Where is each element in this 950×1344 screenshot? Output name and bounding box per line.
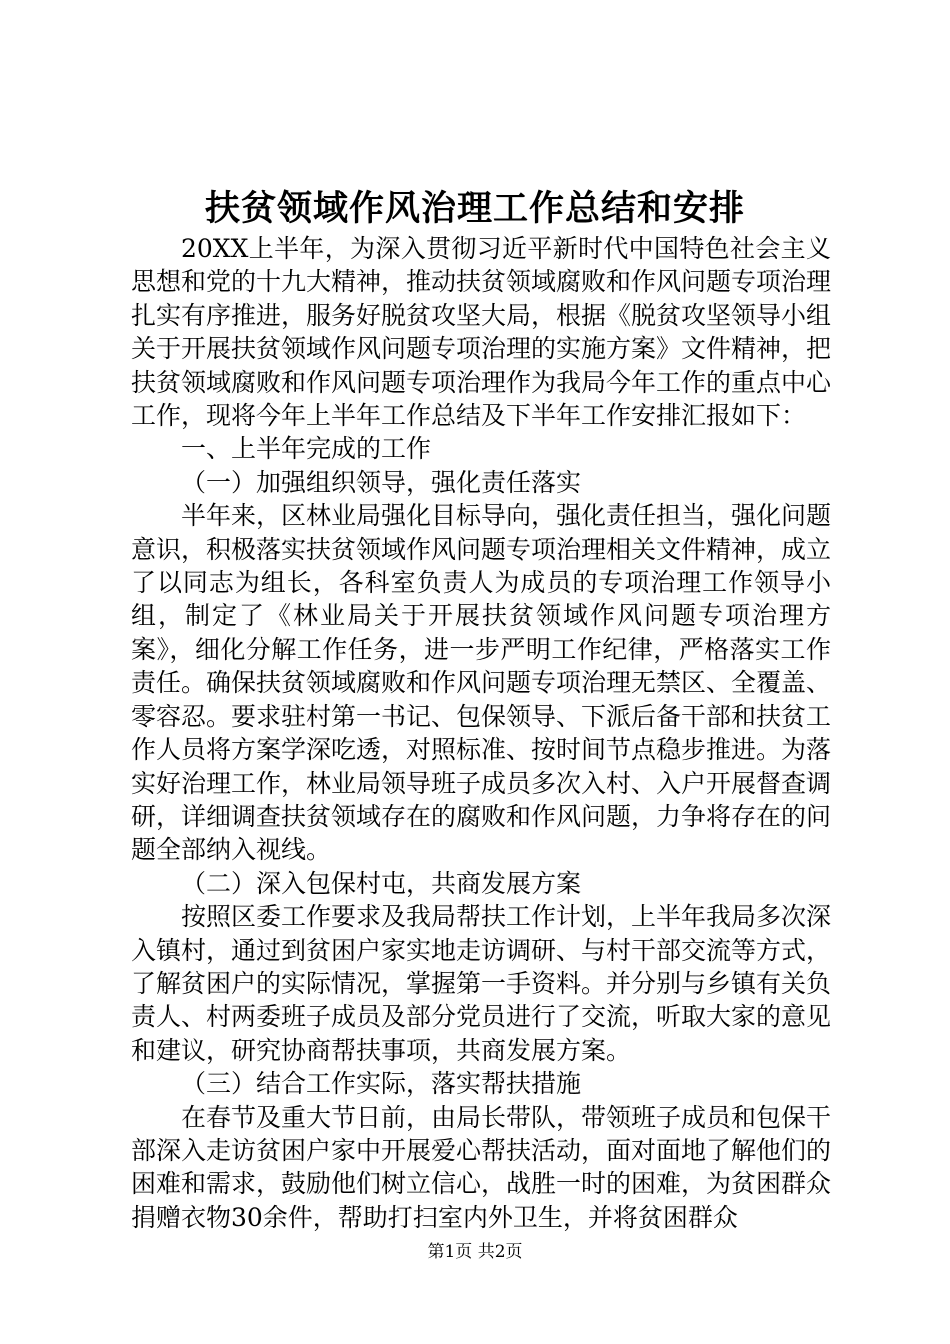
document-body bbox=[131, 232, 831, 1234]
subsection-heading: （一）加强组织领导，强化责任落实 bbox=[181, 467, 582, 497]
body-paragraph: 在春节及重大节日前，由局长带队，带领班子成员和包保干部深入走访贫困户家中开展爱心帮扶活动，面对面地了解他们的困难和需求，鼓励他们树立信心，战胜一时的困难，为贫困群众捐赠衣物30余件，帮助打扫室内外卫生，并将贫困群众 bbox=[131, 1102, 832, 1232]
body-paragraph: 按照区委工作要求及我局帮扶工作计划，上半年我局多次深入镇村，通过到贫困户家实地走访调研、与村干部交流等方式，了解贫困户的实际情况，掌握第一手资料。并分别与乡镇有关负责人、村两委班子成员及部分党员进行了交流，听取大家的意见和建议，研究协商帮扶事项，共商发展方案。 bbox=[131, 902, 832, 1065]
subsection-heading: （三）结合工作实际，落实帮扶措施 bbox=[181, 1069, 582, 1099]
subsection-heading: （二）深入包保村屯，共商发展方案 bbox=[181, 868, 582, 898]
body-paragraph: 半年来，区林业局强化目标导向，强化责任担当，强化问题意识，积极落实扶贫领域作风问题专项治理相关文件精神，成立了以同志为组长，各科室负责人为成员的专项治理工作领导小组，制定了《林业局关于开展扶贫领域作风问题专项治理方案》，细化分解工作任务，进一步严明工作纪律，严格落实工作责任。确保扶贫领域腐败和作风问题专项治理无禁区、全覆盖、零容忍。要求驻村第一书记、包保领导、下派后备干部和扶贫工作人员将方案学深吃透，对照标准、按时间节点稳步推进。为落实好治理工作，林业局领导班子成员多次入村、入户开展督查调研，详细调查扶贫领域存在的腐败和作风问题，力争将存在的问题全部纳入视线。 bbox=[131, 501, 832, 865]
document-title: 扶贫领域作风治理工作总结和安排 bbox=[204, 188, 745, 229]
intro-paragraph: 20XX上半年，为深入贯彻习近平新时代中国特色社会主义思想和党的十九大精神，推动扶贫领域腐败和作风问题专项治理扎实有序推进，服务好脱贫攻坚大局，根据《脱贫攻坚领导小组关于开展扶贫领域作风问题专项治理的实施方案》文件精神，把扶贫领域腐败和作风问题专项治理作为我局今年工作的重点中心工作，现将今年上半年工作总结及下半年工作安排汇报如下： bbox=[131, 234, 832, 431]
section-heading: 一、上半年完成的工作 bbox=[181, 434, 432, 464]
page-footer: 第1页 共2页 bbox=[427, 1242, 523, 1262]
